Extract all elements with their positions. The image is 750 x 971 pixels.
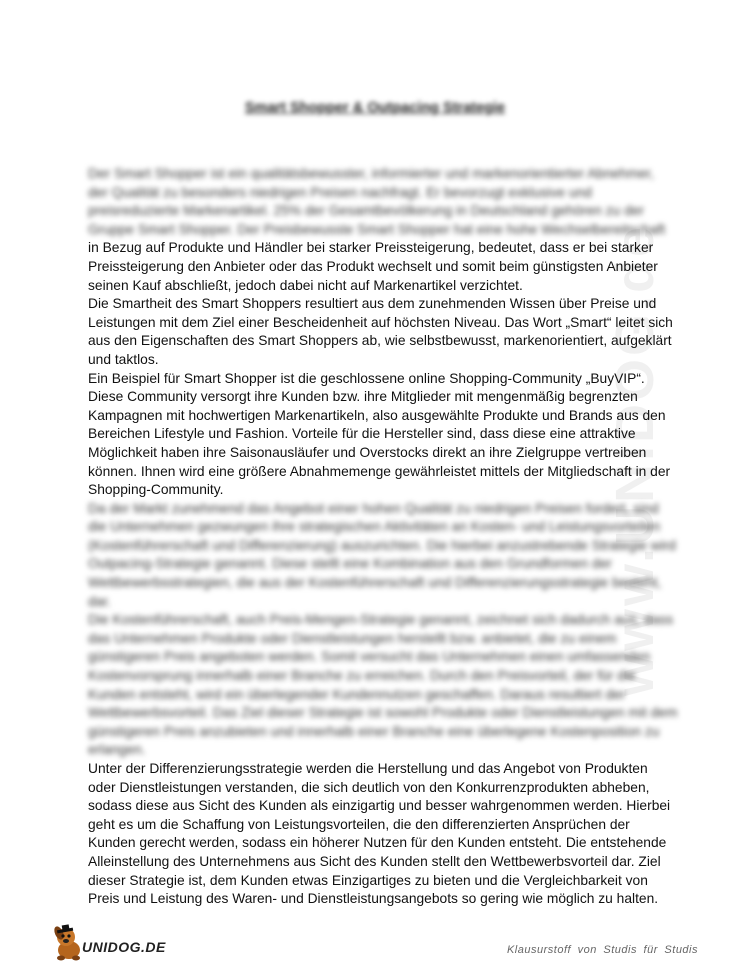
text-line: Alleinstellung des Unternehmens aus Sicht des Kunden stellt den Wettbewerbsvorteil dar. Ziel	[88, 853, 661, 869]
blurred-text-line: Da der Markt zunehmend das Angebot einer hohen Qualität zu niedrigen Preisen fordert, sind	[88, 500, 659, 516]
blurred-text-line: preisreduzierte Markenartikel. 25% der Gesamtbevölkerung in Deutschland gehören zu der	[88, 203, 645, 219]
footer-logo	[52, 924, 182, 964]
blurred-text-line: Die Kostenführerschaft, auch Preis-Mengen-Strategie genannt, zeichnet sich dadurch aus, dass	[88, 612, 674, 628]
text-line: Diese Community versorgt ihre Kunden bzw. ihre Mitglieder mit mengenmäßig begrenzten	[88, 389, 638, 405]
blurred-text-line: günstigeren Preis anzubieten und innerhalb einer Branche eine überlegene Kostenposition zu	[88, 723, 660, 739]
text-line: Die Smartheit des Smart Shoppers resultiert aus dem zunehmenden Wissen über Preise und	[88, 296, 657, 312]
blurred-text-line: die Unternehmen gezwungen ihre strategischen Aktivitäten an Kosten- und Leistungsvorteilen	[88, 519, 661, 535]
blurred-text-line: günstigeren Preis angeboten werden. Somit versucht das Unternehmen einen umfassenden	[88, 649, 651, 665]
blurred-text-line: (Kostenführerschaft und Differenzierung) auszurichten. Die hierbei anzustrebende Strategie wird	[88, 537, 676, 553]
text-line: Kunden gerecht werden, sodass ein höherer Nutzen für den Kunden entsteht. Die entstehende	[88, 835, 667, 851]
blurred-text-line: Wettbewerbsstrategien, die aus der Kostenführerschaft und Differenzierungsstrategie besteht,	[88, 575, 662, 591]
text-line: Unter der Differenzierungsstrategie werden die Herstellung und das Angebot von Produkten	[88, 761, 648, 776]
text-line: Möglichkeit haben ihre Saisonausläufer und Overstocks direkt an ihre Zielgruppe vertreiben	[88, 444, 647, 460]
text-line: Preis und Leistung des Waren- und Dienstleistungsangebots so gering wie möglich zu halten.	[88, 891, 659, 907]
text-line: sodass diese aus Sicht des Kunden als einzigartig und besser wahrgenommen werden. Hierbei	[88, 798, 671, 814]
text-line: seinen Kauf abschließt, jedoch dabei nicht auf Markenartikel verzichtet.	[88, 277, 523, 293]
blurred-text-line: Kunden entsteht, wird ein überlegender Kundennutzen geschaffen. Daraus resultiert der	[88, 686, 626, 702]
text-line: Preissteigerung den Anbieter oder das Produkt wechselt und somit beim günstigsten Anbieter	[88, 258, 658, 274]
text-line: Bereichen Lifestyle und Fashion. Vorteile für die Hersteller sind, dass diese eine attraktive	[88, 426, 636, 442]
text-line: Leistungen mit dem Ziel einer Bescheidenheit auf höchsten Niveau. Das Wort „Smart“ leitet sich	[88, 314, 673, 330]
blurred-text-line: Der Smart Shopper ist ein qualitätsbewusster, informierter und markenorientierter Abnehmer,	[88, 166, 654, 181]
blurred-text-line: Kostenvorsprung innerhalb einer Branche zu erreichen. Durch den Preisvorteil, der für die	[88, 668, 636, 684]
document-body	[88, 165, 678, 909]
blurred-text-line: erlangen.	[88, 742, 146, 758]
text-line: können. Ihnen wird eine größere Abnahmemenge gewährleistet mittels der Mitgliedschaft in der	[88, 463, 671, 479]
dog-mascot-icon	[52, 924, 86, 962]
text-line: Shopping-Community.	[88, 482, 224, 498]
blurred-text-line: Wettbewerbsvorteil. Das Ziel dieser Strategie ist sowohl Produkte oder Dienstleistungen mit dem	[88, 705, 678, 721]
footer-tagline: Klausurstoff von Studis für Studis	[506, 944, 698, 956]
blurred-text-line: das Unternehmen Produkte oder Dienstleistungen herstellt bzw. anbietet, die zu einem	[88, 630, 617, 646]
document-title: Smart Shopper & Outpacing Strategie	[244, 100, 506, 116]
text-line: in Bezug auf Produkte und Händler bei starker Preissteigerung, bedeutet, dass er bei starker	[88, 240, 654, 256]
blurred-text-line: Outpacing-Strategie genannt. Diese stellt eine Kombination aus den Grundformen der	[88, 556, 612, 572]
watermark-text: www.UNIDOG.de	[605, 223, 665, 697]
text-line: aus den Eigenschaften des Smart Shoppers ab, wie selbstbewusst, markenorientiert, aufgeklärt	[88, 333, 672, 349]
blurred-text-line: der Qualität zu besonders niedrigen Preisen nachfragt. Er bevorzugt exklusive und	[88, 184, 592, 200]
text-line: Kampagnen mit hochwertigen Markenartikeln, also ausgewählte Produkte und Brands aus den	[88, 407, 666, 423]
text-line: und taktlos.	[88, 351, 159, 367]
text-line: geht es um die Schaffung von Leistungsvorteilen, die den differenzierten Ansprüchen der	[88, 816, 630, 832]
blurred-text-line: Gruppe Smart Shopper. Der Preisbewusste Smart Shopper hat eine hohe Wechselbereitschaft	[88, 221, 666, 237]
text-line: oder Dienstleistungen verstanden, die sich deutlich von den Konkurrenzprodukten abheben,	[88, 779, 650, 795]
text-line: Ein Beispiel für Smart Shopper ist die geschlossene online Shopping-Community „BuyVIP“.	[88, 370, 645, 386]
text-line: dieser Strategie ist, dem Kunden etwas Einzigartiges zu bieten und die Vergleichbarkeit von	[88, 872, 648, 888]
logo-text: UNIDOG.DE	[82, 939, 166, 955]
blurred-text-line: dar.	[88, 593, 112, 609]
